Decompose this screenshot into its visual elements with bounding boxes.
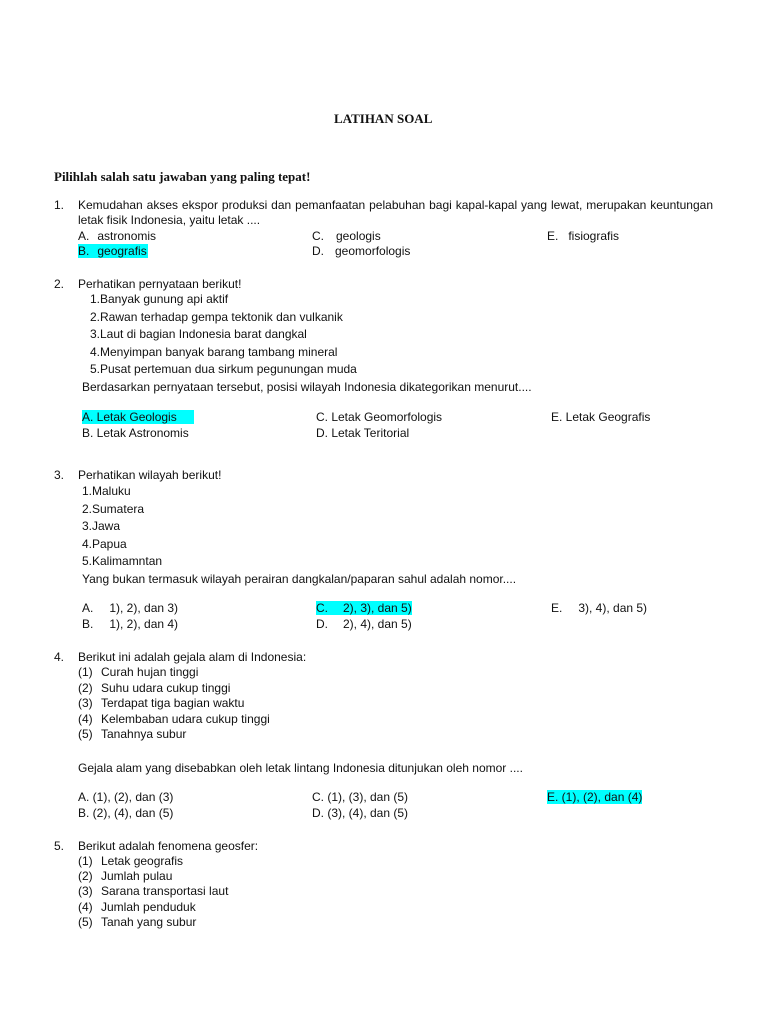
option-a[interactable]: A. (1), (2), dan (3) bbox=[78, 790, 174, 804]
list-item: (4) Jumlah penduduk bbox=[78, 900, 196, 914]
question-stem: Perhatikan pernyataan berikut! bbox=[78, 277, 242, 291]
option-d[interactable]: D. 2), 4), dan 5) bbox=[316, 617, 412, 631]
option-e[interactable]: E. (1), (2), dan (4) bbox=[547, 790, 643, 804]
region-item: 1.Maluku bbox=[82, 484, 131, 498]
region-item: 5.Kalimamntan bbox=[82, 554, 163, 568]
page-title: LATIHAN SOAL bbox=[334, 111, 433, 126]
statement-item: 1.Banyak gunung api aktif bbox=[90, 292, 229, 306]
question-stem: Perhatikan wilayah berikut! bbox=[78, 468, 222, 482]
option-a[interactable]: A. Letak Geologis bbox=[82, 410, 194, 424]
option-d[interactable]: D. Letak Teritorial bbox=[316, 426, 410, 440]
list-item: (3) Terdapat tiga bagian waktu bbox=[78, 696, 245, 710]
list-item: (5) Tanahnya subur bbox=[78, 727, 187, 741]
question-stem: Berikut ini adalah gejala alam di Indonesia: bbox=[78, 650, 307, 664]
list-item: (4) Kelembaban udara cukup tinggi bbox=[78, 712, 270, 726]
instruction: Pilihlah salah satu jawaban yang paling tepat! bbox=[54, 169, 311, 184]
question-number: 5. bbox=[54, 839, 65, 853]
option-d[interactable]: D. (3), (4), dan (5) bbox=[312, 806, 409, 820]
question-prompt: Yang bukan termasuk wilayah perairan dangkalan/paparan sahul adalah nomor.... bbox=[82, 572, 517, 586]
list-item: (5) Tanah yang subur bbox=[78, 915, 197, 929]
option-c[interactable]: C. (1), (3), dan (5) bbox=[312, 790, 409, 804]
question-number: 3. bbox=[54, 468, 65, 482]
question-prompt: Gejala alam yang disebabkan oleh letak lintang Indonesia ditunjukan oleh nomor .... bbox=[78, 761, 523, 775]
option-a[interactable]: A. 1), 2), dan 3) bbox=[82, 601, 179, 615]
option-b[interactable]: B. 1), 2), dan 4) bbox=[82, 617, 179, 631]
option-c[interactable]: C. 2), 3), dan 5) bbox=[316, 601, 412, 615]
question-prompt: Berdasarkan pernyataan tersebut, posisi wilayah Indonesia dikategorikan menurut.... bbox=[82, 380, 532, 394]
list-item: (1) Curah hujan tinggi bbox=[78, 665, 199, 679]
question-number: 1. bbox=[54, 198, 65, 212]
question-number: 2. bbox=[54, 277, 65, 291]
option-e[interactable]: E. fisiografis bbox=[547, 229, 620, 243]
statement-item: 5.Pusat pertemuan dua sirkum pegunungan muda bbox=[90, 362, 357, 376]
region-item: 3.Jawa bbox=[82, 519, 121, 533]
option-a[interactable]: A. astronomis bbox=[78, 229, 157, 243]
option-d[interactable]: D. geomorfologis bbox=[312, 244, 411, 258]
question-stem: Berikut adalah fenomena geosfer: bbox=[78, 839, 259, 853]
list-item: (1) Letak geografis bbox=[78, 854, 184, 868]
option-e[interactable]: E. 3), 4), dan 5) bbox=[551, 601, 648, 615]
option-c[interactable]: C. geologis bbox=[312, 229, 381, 243]
option-b[interactable]: B. geografis bbox=[78, 244, 147, 258]
option-b[interactable]: B. Letak Astronomis bbox=[82, 426, 189, 440]
question-stem: Kemudahan akses ekspor produksi dan pemanfaatan pelabuhan bagi kapal-kapal yang lewat, merupakan keuntungan bbox=[78, 198, 713, 212]
question-stem-cont: letak fisik Indonesia, yaitu letak .... bbox=[78, 213, 261, 227]
statement-item: 3.Laut di bagian Indonesia barat dangkal bbox=[90, 327, 307, 341]
list-item: (2) Suhu udara cukup tinggi bbox=[78, 681, 231, 695]
region-item: 2.Sumatera bbox=[82, 502, 145, 516]
option-b[interactable]: B. (2), (4), dan (5) bbox=[78, 806, 174, 820]
question-number: 4. bbox=[54, 650, 65, 664]
region-item: 4.Papua bbox=[82, 537, 127, 551]
list-item: (3) Sarana transportasi laut bbox=[78, 884, 229, 898]
statement-item: 4.Menyimpan banyak barang tambang mineral bbox=[90, 345, 338, 359]
list-item: (2) Jumlah pulau bbox=[78, 869, 173, 883]
statement-item: 2.Rawan terhadap gempa tektonik dan vulkanik bbox=[90, 310, 343, 324]
option-c[interactable]: C. Letak Geomorfologis bbox=[316, 410, 443, 424]
option-e[interactable]: E. Letak Geografis bbox=[551, 410, 651, 424]
